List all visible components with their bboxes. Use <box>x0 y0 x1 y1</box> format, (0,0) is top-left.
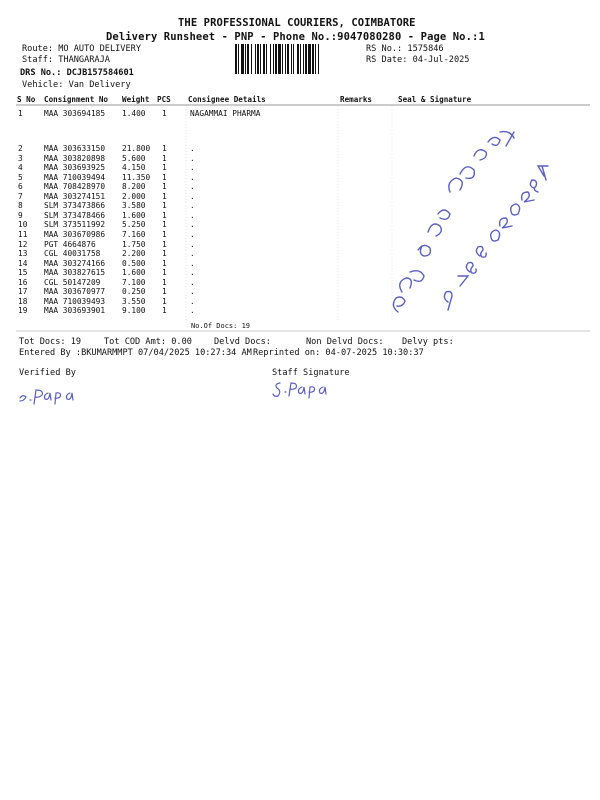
drs-number: DRS No.: DCJB157584601 <box>20 68 134 78</box>
row-13-pcs: 1 <box>162 249 167 259</box>
row-15-wt: 1.600 <box>122 268 146 278</box>
row-4-pcs: 1 <box>162 163 167 173</box>
row-10-pcs: 1 <box>162 220 167 230</box>
row-11-consignee: . <box>190 229 195 239</box>
rs-number: RS No.: 1575846 <box>366 44 444 54</box>
row-13-consignee: . <box>190 249 195 259</box>
row-1-sno: 1 <box>18 109 23 118</box>
row-10-sno: 10 <box>18 220 28 230</box>
route-text: Route: MO AUTO DELIVERY <box>22 44 141 54</box>
col-sno: S No <box>17 95 36 104</box>
row-6-pcs: 1 <box>162 182 167 192</box>
row-18-consignee: . <box>190 296 195 306</box>
row-12-wt: 1.750 <box>122 239 146 249</box>
verified-by-label: Verified By <box>19 368 76 378</box>
row-18-cons: MAA 710039493 <box>44 296 106 306</box>
row-12-consignee: . <box>190 239 195 249</box>
tot-cod-amt: Tot COD Amt: 0.00 <box>104 337 192 347</box>
delvy-pts: Delvy pts: <box>402 337 454 347</box>
vehicle-text: Vehicle: Van Delivery <box>22 80 131 90</box>
row-11-sno: 11 <box>18 229 28 239</box>
row-1-pcs: 1 <box>162 109 167 118</box>
row-14-consignee: . <box>190 258 195 268</box>
row-1-wt: 1.400 <box>122 109 146 118</box>
row-12-sno: 12 <box>18 239 28 249</box>
row-2-cons: MAA 303633150 <box>44 144 106 153</box>
row-15-cons: MAA 303827615 <box>44 268 106 278</box>
row-19-cons: MAA 303693901 <box>44 306 106 316</box>
row-12-cons: PGT 4664876 <box>44 239 96 249</box>
no-of-docs: No.Of Docs: 19 <box>191 322 251 330</box>
row-17-sno: 17 <box>18 287 28 297</box>
row-2-pcs: 1 <box>162 144 167 153</box>
row-3-pcs: 1 <box>162 153 167 163</box>
row-2-wt: 21.800 <box>122 144 151 153</box>
row-5-wt: 11.350 <box>122 172 151 182</box>
row-2-sno: 2 <box>18 144 23 153</box>
row-18-pcs: 1 <box>162 296 167 306</box>
row-17-pcs: 1 <box>162 287 167 297</box>
row-19-consignee: . <box>190 306 195 316</box>
row-10-cons: SLM 373511992 <box>44 220 106 230</box>
staff-signature-label: Staff Signature <box>272 368 350 378</box>
row-9-cons: SLM 373478466 <box>44 210 106 220</box>
row-3-consignee: . <box>190 153 195 163</box>
row-14-cons: MAA 303274166 <box>44 258 106 268</box>
row-9-consignee: . <box>190 210 195 220</box>
row-17-wt: 0.250 <box>122 287 146 297</box>
row-5-pcs: 1 <box>162 172 167 182</box>
col-weight: Weight <box>122 95 150 104</box>
row-6-sno: 6 <box>18 182 23 192</box>
row-14-wt: 0.500 <box>122 258 146 268</box>
row-13-cons: CGL 40031758 <box>44 249 101 259</box>
tot-docs: Tot Docs: 19 <box>19 337 82 347</box>
row-8-wt: 3.580 <box>122 201 146 211</box>
row-4-cons: MAA 303693925 <box>44 163 106 173</box>
row-8-sno: 8 <box>18 201 23 211</box>
row-3-cons: MAA 303820898 <box>44 153 106 163</box>
delvd-docs: Delvd Docs: <box>214 337 271 347</box>
col-remarks: Remarks <box>340 95 373 104</box>
row-18-wt: 3.550 <box>122 296 146 306</box>
row-10-consignee: . <box>190 220 195 230</box>
row-4-wt: 4.150 <box>122 163 146 173</box>
row-1-cons: MAA 303694185 <box>44 109 106 118</box>
col-seal: Seal & Signature <box>398 95 472 104</box>
row-5-sno: 5 <box>18 172 23 182</box>
row-1-consignee: NAGAMMAI PHARMA <box>190 109 261 118</box>
row-13-sno: 13 <box>18 249 28 259</box>
row-16-sno: 16 <box>18 277 28 287</box>
row-9-sno: 9 <box>18 210 23 220</box>
row-17-consignee: . <box>190 287 195 297</box>
col-consignment: Consignment No <box>44 95 109 104</box>
row-6-wt: 8.200 <box>122 182 146 192</box>
row-9-pcs: 1 <box>162 210 167 220</box>
row-19-sno: 19 <box>18 306 28 316</box>
row-11-cons: MAA 303670986 <box>44 229 106 239</box>
runsheet-subtitle: Delivery Runsheet - PNP - Phone No.:9047080280 - Page No.:1 <box>106 31 485 43</box>
row-5-consignee: . <box>190 172 195 182</box>
row-4-sno: 4 <box>18 163 23 173</box>
row-7-wt: 2.000 <box>122 191 146 201</box>
reprinted-on: Reprinted on: 04-07-2025 10:30:37 <box>253 348 424 358</box>
row-6-cons: MAA 708428970 <box>44 182 106 192</box>
row-19-wt: 9.100 <box>122 306 146 316</box>
row-16-pcs: 1 <box>162 277 167 287</box>
row-11-wt: 7.160 <box>122 229 146 239</box>
handwritten-signature-with-phone <box>388 122 563 328</box>
rs-date: RS Date: 04-Jul-2025 <box>366 55 470 65</box>
row-16-wt: 7.100 <box>122 277 146 287</box>
row-10-wt: 5.250 <box>122 220 146 230</box>
row-3-wt: 5.600 <box>122 153 146 163</box>
row-11-pcs: 1 <box>162 229 167 239</box>
row-8-pcs: 1 <box>162 201 167 211</box>
row-17-cons: MAA 303670977 <box>44 287 106 297</box>
row-2-consignee: . <box>190 144 195 153</box>
staff-text: Staff: THANGARAJA <box>22 55 110 65</box>
company-title: THE PROFESSIONAL COURIERS, COIMBATORE <box>178 17 416 29</box>
row-8-consignee: . <box>190 201 195 211</box>
row-16-cons: CGL 50147209 <box>44 277 101 287</box>
row-6-consignee: . <box>190 182 195 192</box>
verified-signature <box>16 384 88 408</box>
row-12-pcs: 1 <box>162 239 167 249</box>
row-9-wt: 1.600 <box>122 210 146 220</box>
row-15-pcs: 1 <box>162 268 167 278</box>
row-16-consignee: . <box>190 277 195 287</box>
row-14-sno: 14 <box>18 258 28 268</box>
row-8-cons: SLM 373473866 <box>44 201 106 211</box>
row-7-consignee: . <box>190 191 195 201</box>
row-15-consignee: . <box>190 268 195 278</box>
row-14-pcs: 1 <box>162 258 167 268</box>
row-3-sno: 3 <box>18 153 23 163</box>
row-5-cons: MAA 710039494 <box>44 172 106 182</box>
entered-by: Entered By :BKUMARMMPT 07/04/2025 10:27:34 AM <box>19 348 252 358</box>
row-13-wt: 2.200 <box>122 249 146 259</box>
col-consignee: Consignee Details <box>188 95 266 104</box>
row-18-sno: 18 <box>18 296 28 306</box>
row-4-consignee: . <box>190 163 195 173</box>
staff-signature <box>272 378 336 400</box>
non-delvd-docs: Non Delvd Docs: <box>306 337 384 347</box>
row-19-pcs: 1 <box>162 306 167 316</box>
row-7-pcs: 1 <box>162 191 167 201</box>
row-7-sno: 7 <box>18 191 23 201</box>
row-7-cons: MAA 303274151 <box>44 191 106 201</box>
row-15-sno: 15 <box>18 268 28 278</box>
col-pcs: PCS <box>157 95 171 104</box>
